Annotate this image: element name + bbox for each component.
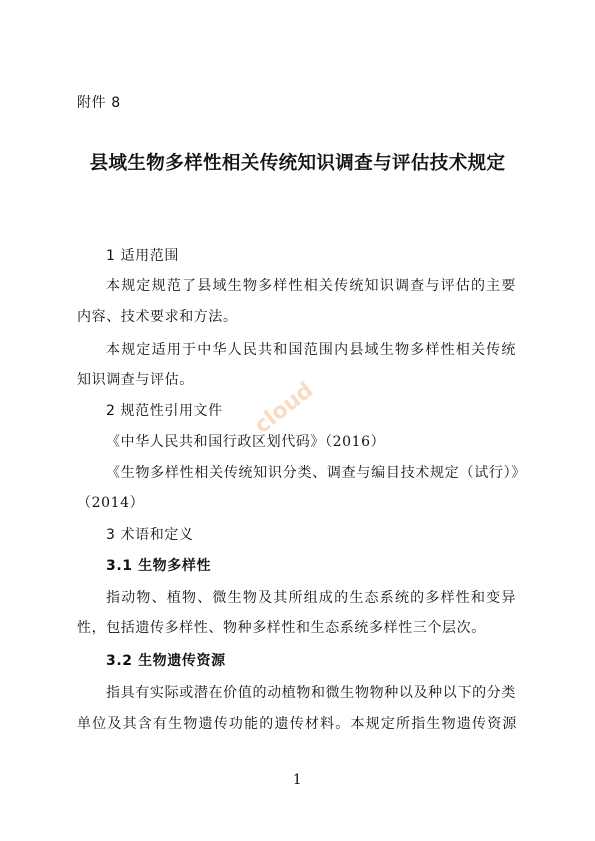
- attachment-label: 附件 8: [77, 95, 121, 111]
- section-1-paragraph-2-line-1: 本规定适用于中华人民共和国范围内县域生物多样性相关传统: [106, 342, 516, 358]
- subsection-3-1-line-1: 指动物、植物、微生物及其所组成的生态系统的多样性和变异: [106, 590, 516, 606]
- subsection-3-2-line-2: 单位及其含有生物遗传功能的遗传材料。本规定所指生物遗传资源: [77, 716, 517, 732]
- section-1-paragraph-1-line-1: 本规定规范了县域生物多样性相关传统知识调查与评估的主要: [106, 278, 516, 294]
- page-number: 1: [292, 772, 303, 788]
- document-title: 县域生物多样性相关传统知识调查与评估技术规定: [89, 153, 506, 174]
- subsection-3-1-line-2: 性，包括遗传多样性、物种多样性和生态系统多样性三个层次。: [77, 620, 486, 636]
- section-2-heading: 2 规范性引用文件: [106, 403, 223, 419]
- subsection-3-1-heading: 3.1 生物多样性: [106, 558, 212, 574]
- subsection-3-2-heading: 3.2 生物遗传资源: [106, 653, 226, 669]
- section-1-paragraph-2-line-2: 知识调查与评估。: [77, 372, 194, 388]
- cloud-watermark: [250, 364, 364, 475]
- reference-1: 《中华人民共和国行政区划代码》（2016）: [106, 434, 386, 450]
- section-3-heading: 3 术语和定义: [106, 527, 194, 543]
- subsection-3-2-line-1: 指具有实际或潜在价值的动植物和微生物物种以及种以下的分类: [106, 685, 516, 701]
- section-1-heading: 1 适用范围: [106, 248, 179, 264]
- section-1-paragraph-1-line-2: 内容、技术要求和方法。: [77, 309, 238, 325]
- reference-2-line-2: （2014）: [77, 495, 145, 511]
- watermark-text: cloud: [249, 377, 319, 439]
- reference-2-line-1: 《生物多样性相关传统知识分类、调查与编目技术规定（试行）》: [106, 465, 526, 481]
